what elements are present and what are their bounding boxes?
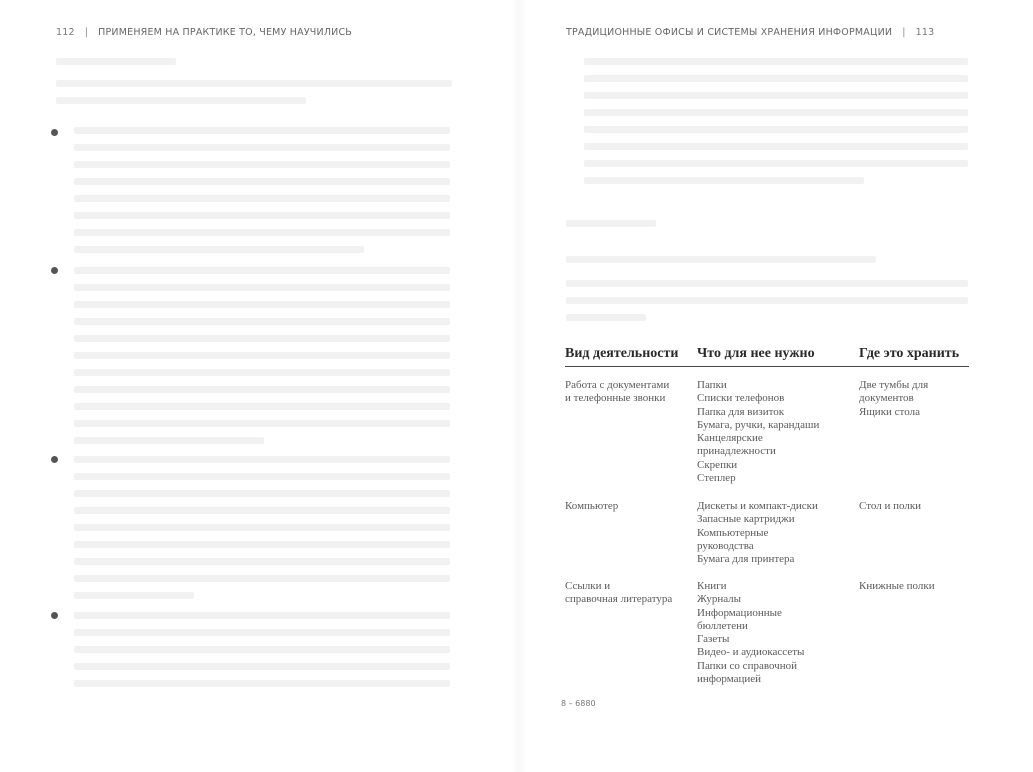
table-cell-activity: Ссылки и справочная литература xyxy=(565,580,673,606)
left-page-number: 112 xyxy=(56,27,75,38)
signature-mark: 8 – 6880 xyxy=(561,699,596,708)
table-header xyxy=(565,346,969,367)
running-head-separator: | xyxy=(84,27,89,38)
table-row xyxy=(565,500,969,570)
right-running-head-title: ТРАДИЦИОННЫЕ ОФИСЫ И СИСТЕМЫ ХРАНЕНИЯ ИНФОРМАЦИИ xyxy=(566,27,893,38)
table-cell-needs: Папки Списки телефонов Папка для визиток Бумага, ручки, карандаши Канцелярские принадлежности Скрепки Степлер xyxy=(697,379,820,485)
table-cell-storage: Книжные полки xyxy=(859,580,935,592)
running-head-separator: | xyxy=(902,27,906,38)
bullet-point xyxy=(51,456,58,463)
table-cell-activity: Компьютер xyxy=(565,500,619,512)
column-header-storage: Где это хранить xyxy=(859,346,960,361)
column-header-activity: Вид деятельности xyxy=(565,346,679,361)
right-page-number: 113 xyxy=(915,27,935,38)
table-cell-storage: Две тумбы для документов Ящики стола xyxy=(859,379,929,418)
table-row xyxy=(565,580,969,690)
left-running-head-title: ПРИМЕНЯЕМ НА ПРАКТИКЕ ТО, ЧЕМУ НАУЧИЛИСЬ xyxy=(98,27,353,38)
storage-table xyxy=(565,346,969,686)
table-cell-activity: Работа с документами и телефонные звонки xyxy=(565,379,670,405)
bullet-point xyxy=(51,612,58,619)
left-running-head xyxy=(56,27,352,38)
table-cell-needs: Книги Журналы Информационные бюллетени Газеты Видео- и аудиокассеты Папки со справочной информацией xyxy=(697,580,805,686)
left-page xyxy=(0,0,516,772)
table-row xyxy=(565,379,969,489)
bullet-point xyxy=(51,267,58,274)
table-cell-storage: Стол и полки xyxy=(859,500,922,512)
table-cell-needs: Дискеты и компакт-диски Запасные картриджи Компьютерные руководства Бумага для принтера xyxy=(697,500,818,566)
bullet-point xyxy=(51,129,58,136)
column-header-needs: Что для нее нужно xyxy=(697,346,815,361)
right-running-head xyxy=(566,27,934,38)
